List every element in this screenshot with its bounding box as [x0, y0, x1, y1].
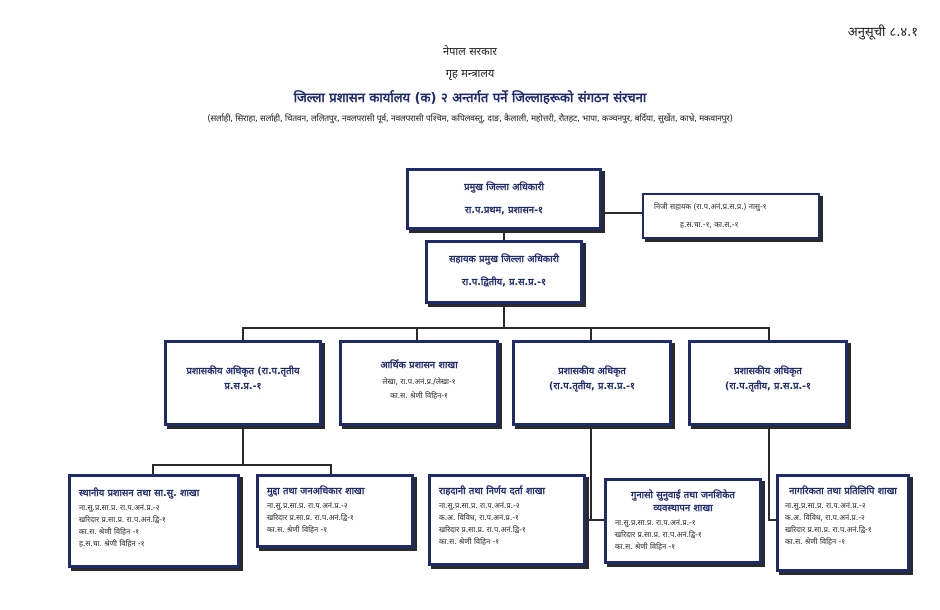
section-1-rank: प्र.स.प्र.-१ — [224, 381, 262, 392]
cdo-box — [406, 168, 602, 230]
branch-citizenship — [776, 474, 910, 572]
acdo-title: सहायक प्रमुख जिल्ला अधिकारी — [449, 254, 559, 265]
section-4-rank: (रा.प.तृतीय, प्र.स.प्र.-१ — [725, 381, 811, 392]
branch-5-line-3: खरिदार प्र.सा.प्र. रा.प.अनं.द्वि-१ — [785, 525, 872, 534]
branch-case-rights — [256, 474, 414, 548]
connector-s4-down — [768, 425, 770, 521]
personal-assistant-box — [642, 193, 820, 239]
branch-3-line-2: क.अ. विविध, रा.प.अनं.प्र.-१ — [439, 513, 519, 522]
section-1-title: प्रशासकीय अधिकृत (रा.प.तृतीय — [186, 366, 300, 377]
connector-s3-down — [590, 425, 592, 520]
branch-3-line-4: का.स. श्रेणी विहिन -१ — [439, 537, 500, 546]
section-admin-officer-2 — [512, 340, 672, 426]
connector-s1-bus — [152, 464, 332, 466]
branch-4-line-2: खरिदार प्र.सा.प्र. रा.प.अनं.द्वि-१ — [615, 530, 702, 539]
branch-1-line-2: खरिदार प्र.सा.प्र. रा.प.अनं.द्वि-१ — [79, 515, 166, 524]
branch-passport-registration — [428, 474, 586, 566]
ministry-name: गृह मन्त्रालय — [445, 67, 495, 80]
connector-s1-down — [242, 425, 244, 465]
section-3-rank: (रा.प.तृतीय, प्र.स.प्र.-१ — [549, 381, 635, 392]
branch-3-line-1: ना.सु.प्र.सा.प्र. रा.प.अनं.प्र.-२ — [439, 501, 520, 510]
branch-5-line-2: क.अ. विविध, रा.प.अनं.प्र.-२ — [785, 513, 865, 522]
acdo-rank: रा.प.द्वितीय, प्र.स.प्र.-१ — [461, 277, 547, 288]
section-2-line-1: लेखा, रा.प.अनं.प्र./लेखा-१ — [382, 377, 456, 386]
branch-5-line-4: का.स. श्रेणी विहिन -१ — [785, 537, 846, 546]
district-list: (सर्लाही, सिराहा, सर्लाही, चितवन, ललितपुर, नवलपरासी पूर्व, नवलपरासी पश्चिम, कपिलवस्तु, दाङ, कैलाली, महोत्तरी, रौतहट, भापा, कञ्चनपुर, बर्दिया, सुर्खेत, काभ्रे, मकवानपुर) — [207, 114, 733, 124]
branch-4-line-3: का.स. श्रेणी विहिन -१ — [615, 542, 676, 551]
branch-2-line-3: का.स. श्रेणी विहिन -१ — [267, 525, 328, 534]
cdo-rank: रा.प.प्रथम, प्रशासन-१ — [465, 205, 543, 216]
connector-section-4 — [768, 327, 770, 341]
section-admin-officer-1 — [164, 340, 322, 426]
assistant-line-2: ह.स.चा.-१, का.स.-१ — [680, 220, 739, 229]
branch-4-title: गुनासो सुनुवाई तथा जनशिकेत व्यवस्थापन शाखा — [631, 490, 735, 514]
section-3-title: प्रशासकीय अधिकृत — [558, 366, 626, 377]
section-finance-admin — [339, 340, 499, 426]
section-admin-officer-3 — [688, 340, 848, 426]
branch-grievance — [604, 478, 762, 564]
section-4-title: प्रशासकीय अधिकृत — [734, 366, 802, 377]
connector-acdo-bus — [503, 302, 505, 328]
branch-1-line-3: का.स. श्रेणी विहिन -१ — [79, 527, 140, 536]
acdo-box — [425, 240, 583, 304]
section-2-line-2: का.स. श्रेणी विहिन-१ — [390, 391, 448, 400]
section-2-title: आर्थिक प्रशासन शाखा — [380, 360, 458, 371]
connector-section-1 — [242, 327, 244, 341]
branch-2-line-2: खरिदार प्र.सा.प्र. रा.प.अनं.द्वि-१ — [267, 513, 354, 522]
branch-1-title: स्थानीय प्रशासन तथा सा.सु. शाखा — [79, 488, 200, 499]
branch-2-line-1: ना.सु.प्र.सा.प्र. रा.प.अनं.प्र.-२ — [267, 501, 348, 510]
branch-4-line-1: ना.सु.प्र.सा.प्र. रा.प.अनं.प्र.-१ — [615, 518, 696, 527]
section-bus — [242, 327, 770, 329]
assistant-line-1: निजी सहायक (रा.प.अनं.प्र.स.प्र.) नासु-१ — [654, 202, 767, 211]
branch-1-line-4: ह.स.चा. श्रेणी विहिन -१ — [79, 539, 145, 548]
branch-3-line-3: खरिदार प्र.सा.प्र. रा.प.अनं.द्वि-१ — [439, 525, 526, 534]
branch-local-admin — [68, 474, 240, 568]
branch-2-title: मुद्दा तथा जनअधिकार शाखा — [267, 486, 365, 497]
chart-title: जिल्ला प्रशासन कार्यालय (क) २ अन्तर्गत पर्ने जिल्लाहरूको संगठन संरचना — [293, 91, 647, 106]
government-name: नेपाल सरकार — [443, 45, 497, 58]
cdo-title: प्रमुख जिल्ला अधिकारी — [464, 182, 544, 193]
branch-3-title: राहदानी तथा निर्णय दर्ता शाखा — [439, 486, 545, 497]
branch-5-title: नागरिकता तथा प्रतिलिपि शाखा — [789, 486, 897, 497]
annex-number: अनुसूची ८.४.१ — [847, 25, 918, 40]
connector-section-2 — [416, 327, 418, 341]
branch-5-line-1: ना.सु.प्र.सा.प्र. रा.प.अनं.प्र.-२ — [785, 501, 866, 510]
branch-1-line-1: ना.सु.प्र.सा.प्र. रा.प.अनं.प्र.-२ — [79, 503, 160, 512]
connector-cdo-assistant — [600, 212, 644, 214]
connector-section-3 — [590, 327, 592, 341]
